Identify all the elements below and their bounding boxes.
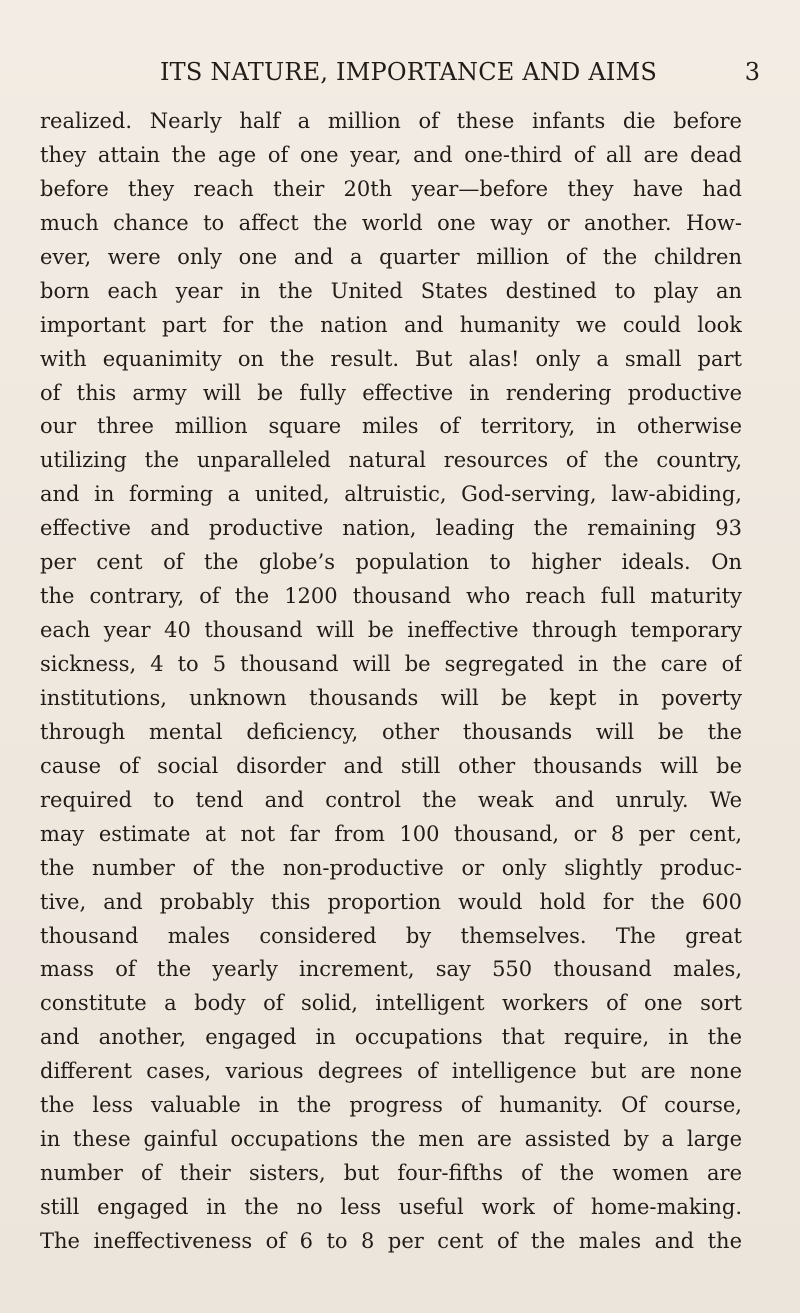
text-line: born each year in the United States destined to play an: [40, 278, 742, 303]
text-line: with equanimity on the result. But alas! only a small part: [40, 346, 742, 371]
text-line: each year 40 thousand will be ineffective through temporary: [40, 618, 742, 643]
running-header: [40, 58, 760, 90]
text-line: constitute a body of solid, intelligent workers of one sort: [40, 991, 742, 1016]
page-number: 3: [744, 58, 760, 86]
text-line: required to tend and control the weak and unruly. We: [40, 787, 742, 812]
text-line: number of their sisters, but four-fifths of the women are: [40, 1161, 742, 1186]
text-line: thousand males considered by themselves. The great: [40, 923, 742, 948]
text-line: before they reach their 20th year—before they have had: [40, 176, 742, 201]
text-line: still engaged in the no less useful work of home-making.: [40, 1195, 742, 1219]
text-line: mass of the yearly increment, say 550 thousand males,: [40, 957, 742, 982]
text-line: The ineffectiveness of 6 to 8 per cent of the males and the: [40, 1228, 742, 1253]
text-line: ever, were only one and a quarter million of the children: [40, 244, 742, 269]
text-line: sickness, 4 to 5 thousand will be segregated in the care of: [40, 652, 742, 676]
text-line: and in forming a united, altruistic, God-serving, law-abiding,: [40, 482, 742, 507]
text-line: through mental deficiency, other thousands will be the: [40, 719, 742, 744]
text-line: and another, engaged in occupations that require, in the: [40, 1025, 742, 1050]
running-title: ITS NATURE, IMPORTANCE AND AIMS: [160, 58, 657, 86]
text-line: effective and productive nation, leading the remaining 93: [40, 516, 742, 541]
text-line: realized. Nearly half a million of these infants die before: [40, 109, 742, 133]
text-line: the contrary, of the 1200 thousand who reach full maturity: [40, 584, 742, 609]
text-line: they attain the age of one year, and one-third of all are dead: [40, 142, 742, 167]
text-line: different cases, various degrees of intelligence but are none: [40, 1059, 742, 1084]
text-line: the number of the non-productive or only slightly produc-: [40, 855, 742, 880]
text-line: important part for the nation and humanity we could look: [40, 312, 742, 337]
text-line: may estimate at not far from 100 thousand, or 8 per cent,: [40, 821, 742, 846]
text-line: our three million square miles of territory, in otherwise: [40, 414, 742, 439]
text-line: the less valuable in the progress of humanity. Of course,: [40, 1093, 742, 1118]
text-line: utilizing the unparalleled natural resources of the country,: [40, 448, 742, 473]
text-line: in these gainful occupations the men are assisted by a large: [40, 1127, 742, 1152]
text-line: tive, and probably this proportion would hold for the 600: [40, 889, 742, 914]
text-line: of this army will be fully effective in rendering productive: [40, 380, 742, 405]
text-line: cause of social disorder and still other thousands will be: [40, 753, 742, 778]
text-line: per cent of the globe’s population to higher ideals. On: [40, 550, 742, 575]
text-line: much chance to affect the world one way or another. How-: [40, 210, 742, 235]
text-line: institutions, unknown thousands will be kept in poverty: [40, 685, 742, 710]
body-text: [40, 105, 742, 1259]
